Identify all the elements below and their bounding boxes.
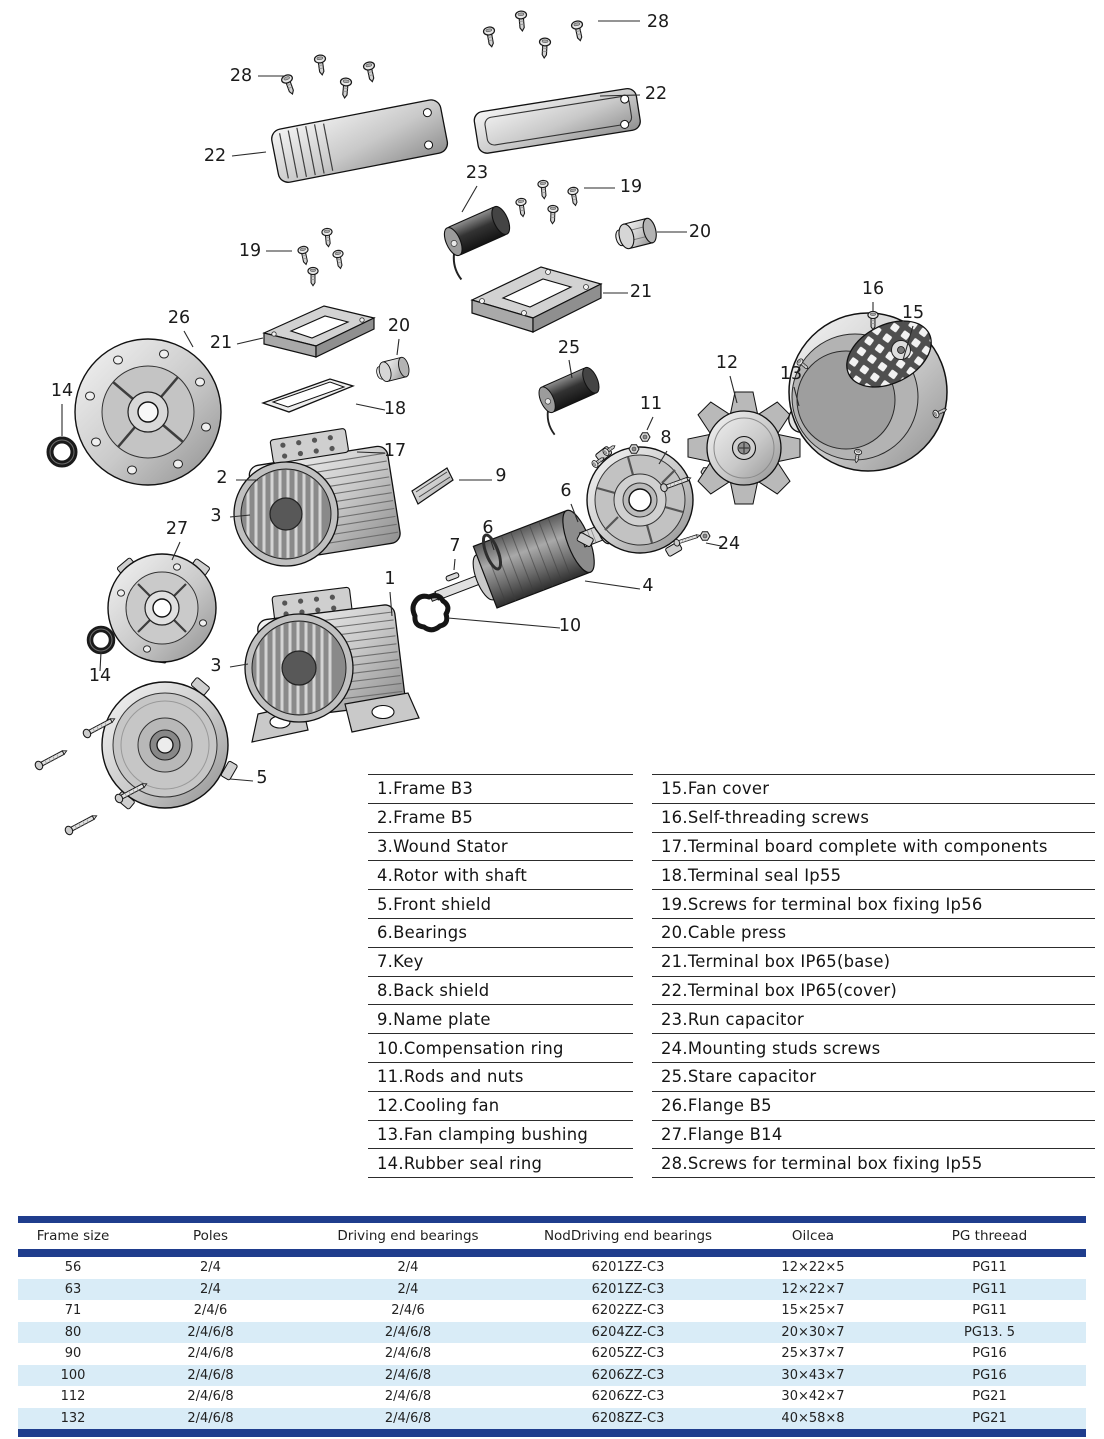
flange-b5-drawing bbox=[75, 339, 221, 485]
table-row bbox=[18, 1257, 1086, 1279]
table-cell: PG21 bbox=[972, 1389, 1007, 1405]
part-item: 9.Name plate bbox=[368, 1005, 633, 1034]
callout-number-22: 22 bbox=[644, 84, 668, 104]
table-row bbox=[18, 1300, 1086, 1322]
table-cell: PG16 bbox=[972, 1367, 1007, 1383]
part-item: 21.Terminal box IP65(base) bbox=[652, 948, 1095, 977]
part-item: 27.Flange B14 bbox=[652, 1121, 1095, 1150]
callout-number-7: 7 bbox=[449, 536, 461, 556]
callout-number-9: 9 bbox=[495, 466, 507, 486]
part-item: 14.Rubber seal ring bbox=[368, 1149, 633, 1178]
callout-number-25: 25 bbox=[557, 338, 581, 358]
table-cell: 2/4 bbox=[200, 1260, 221, 1276]
callout-number-14: 14 bbox=[50, 381, 74, 401]
table-cell: 6206ZZ-C3 bbox=[591, 1389, 665, 1405]
table-cell: 2/4 bbox=[397, 1281, 419, 1297]
callout-number-2: 2 bbox=[216, 468, 228, 488]
table-row bbox=[18, 1279, 1086, 1301]
callout-number-20: 20 bbox=[387, 316, 411, 336]
callout-number-10: 10 bbox=[558, 616, 582, 636]
table-header-divider bbox=[18, 1249, 1086, 1257]
table-cell: 6201ZZ-C3 bbox=[591, 1260, 665, 1276]
fan-cover-drawing bbox=[789, 308, 947, 471]
table-cell: 20×30×7 bbox=[781, 1324, 845, 1340]
callout-leader-line bbox=[462, 186, 477, 212]
part-item: 7.Key bbox=[368, 948, 633, 977]
callout-number-13: 13 bbox=[779, 364, 803, 384]
table-cell: 63 bbox=[64, 1281, 82, 1297]
table-cell: 6201ZZ-C3 bbox=[591, 1281, 665, 1297]
table-cell: 40×58×8 bbox=[781, 1410, 845, 1426]
table-cell: 2/4/6 bbox=[193, 1303, 228, 1319]
table-cell: 2/4/6/8 bbox=[384, 1389, 432, 1405]
callout-number-15: 15 bbox=[901, 303, 925, 323]
callout-number-4: 4 bbox=[642, 576, 654, 596]
terminal-box-cover-left-drawing bbox=[270, 98, 449, 184]
callout-leader-line bbox=[230, 779, 253, 781]
cooling-fan-drawing bbox=[688, 392, 800, 504]
callout-number-28: 28 bbox=[229, 66, 253, 86]
table-cell: PG13. 5 bbox=[964, 1324, 1015, 1340]
table-cell: PG11 bbox=[972, 1260, 1007, 1276]
part-item: 4.Rotor with shaft bbox=[368, 861, 633, 890]
table-cell: 56 bbox=[64, 1260, 82, 1276]
callout-number-3: 3 bbox=[210, 656, 222, 676]
callout-number-20: 20 bbox=[688, 222, 712, 242]
table-cell: 2/4/6/8 bbox=[187, 1410, 234, 1426]
table-cell: 6204ZZ-C3 bbox=[591, 1324, 665, 1340]
cable-press-left-drawing bbox=[375, 356, 411, 383]
frame-b5-drawing bbox=[234, 428, 402, 566]
callout-number-14: 14 bbox=[88, 666, 112, 686]
table-cell: PG11 bbox=[972, 1281, 1007, 1297]
terminal-box-base-right-drawing bbox=[472, 267, 601, 332]
part-item: 18.Terminal seal Ip55 bbox=[652, 861, 1095, 890]
column-header: PG threead bbox=[951, 1228, 1028, 1244]
part-item: 1.Frame B3 bbox=[368, 775, 633, 804]
callout-leader-line bbox=[237, 338, 263, 344]
column-header: Driving end bearings bbox=[337, 1228, 479, 1244]
table-cell: 30×43×7 bbox=[781, 1367, 845, 1383]
callout-number-26: 26 bbox=[167, 308, 191, 328]
callout-leader-line bbox=[454, 559, 455, 570]
part-item: 19.Screws for terminal box fixing Ip56 bbox=[652, 890, 1095, 919]
part-item: 12.Cooling fan bbox=[368, 1092, 633, 1121]
callout-number-1: 1 bbox=[384, 569, 396, 589]
table-cell: 6205ZZ-C3 bbox=[591, 1346, 665, 1362]
table-cell: 80 bbox=[64, 1324, 82, 1340]
callout-number-22: 22 bbox=[203, 146, 227, 166]
table-cell: 100 bbox=[60, 1367, 86, 1383]
callout-number-8: 8 bbox=[660, 428, 672, 448]
part-item: 25.Stare capacitor bbox=[652, 1063, 1095, 1092]
run-capacitor-drawing bbox=[439, 204, 523, 280]
column-header: Oilcea bbox=[791, 1228, 835, 1244]
callout-number-6: 6 bbox=[560, 481, 572, 501]
cable-press-right-drawing bbox=[613, 217, 658, 251]
screws-ip55-right bbox=[483, 11, 586, 59]
table-body bbox=[18, 1257, 1086, 1429]
front-shield-drawing bbox=[102, 677, 238, 810]
table-row bbox=[18, 1408, 1086, 1430]
terminal-box-base-left-drawing bbox=[264, 306, 374, 357]
callout-number-19: 19 bbox=[238, 241, 262, 261]
callout-leader-line bbox=[184, 331, 193, 347]
callout-number-5: 5 bbox=[256, 768, 268, 788]
table-cell: 132 bbox=[60, 1410, 86, 1426]
table-cell: 112 bbox=[60, 1389, 86, 1405]
callout-leader-line bbox=[232, 152, 266, 156]
table-cell: 90 bbox=[64, 1346, 82, 1362]
callout-number-3: 3 bbox=[210, 506, 222, 526]
table-cell: 71 bbox=[64, 1303, 82, 1319]
callout-number-21: 21 bbox=[209, 333, 233, 353]
compensation-ring-drawing bbox=[413, 596, 448, 630]
callout-number-16: 16 bbox=[861, 279, 885, 299]
callout-number-12: 12 bbox=[715, 353, 739, 373]
callout-number-17: 17 bbox=[383, 441, 407, 461]
part-item: 22.Terminal box IP65(cover) bbox=[652, 977, 1095, 1006]
part-item: 5.Front shield bbox=[368, 890, 633, 919]
part-item: 10.Compensation ring bbox=[368, 1034, 633, 1063]
column-header: Frame size bbox=[36, 1228, 110, 1244]
key-drawing bbox=[446, 572, 460, 581]
table-cell: PG16 bbox=[972, 1346, 1007, 1362]
table-header-row bbox=[18, 1223, 1086, 1249]
screws-ip56-left bbox=[297, 228, 345, 286]
table-cell: 2/4/6/8 bbox=[187, 1346, 234, 1362]
part-item: 16.Self-threading screws bbox=[652, 804, 1095, 833]
table-row bbox=[18, 1365, 1086, 1387]
terminal-box-cover-right-drawing bbox=[473, 87, 642, 154]
table-cell: PG11 bbox=[972, 1303, 1007, 1319]
part-item: 26.Flange B5 bbox=[652, 1092, 1095, 1121]
column-header: Poles bbox=[192, 1228, 228, 1244]
flange-b14-drawing bbox=[108, 554, 216, 663]
part-item: 2.Frame B5 bbox=[368, 804, 633, 833]
callout-leader-line bbox=[448, 618, 560, 628]
part-item: 24.Mounting studs screws bbox=[652, 1034, 1095, 1063]
rubber-seal-ring-lower-drawing bbox=[90, 629, 112, 651]
table-cell: 2/4/6/8 bbox=[187, 1367, 234, 1383]
table-cell: 15×25×7 bbox=[781, 1303, 845, 1319]
screws-ip55-left bbox=[281, 54, 378, 98]
table-cell: 6208ZZ-C3 bbox=[591, 1410, 665, 1426]
frame-b3-drawing bbox=[245, 582, 419, 742]
table-top-bar bbox=[18, 1216, 1086, 1223]
parts-list-left bbox=[368, 774, 633, 1178]
callout-leader-line bbox=[397, 339, 399, 355]
part-item: 17.Terminal board complete with components bbox=[652, 833, 1095, 862]
table-cell: 2/4/6/8 bbox=[384, 1346, 432, 1362]
table-cell: 12×22×5 bbox=[781, 1260, 845, 1276]
table-cell: 25×37×7 bbox=[781, 1346, 845, 1362]
table-cell: 2/4 bbox=[397, 1260, 419, 1276]
part-item: 3.Wound Stator bbox=[368, 833, 633, 862]
part-item: 20.Cable press bbox=[652, 919, 1095, 948]
table-cell: 6206ZZ-C3 bbox=[591, 1367, 665, 1383]
table-cell: 2/4/6/8 bbox=[187, 1389, 234, 1405]
table-cell: 2/4/6/8 bbox=[187, 1324, 234, 1340]
table-row bbox=[18, 1343, 1086, 1365]
table-cell: 12×22×7 bbox=[781, 1281, 845, 1297]
callout-leader-line bbox=[647, 417, 653, 430]
start-capacitor-drawing bbox=[534, 365, 611, 435]
column-header: NodDriving end bearings bbox=[543, 1228, 713, 1244]
rubber-seal-ring-upper-drawing bbox=[50, 440, 74, 464]
callout-number-19: 19 bbox=[619, 177, 643, 197]
part-item: 8.Back shield bbox=[368, 977, 633, 1006]
table-row bbox=[18, 1386, 1086, 1408]
table-cell: 2/4 bbox=[200, 1281, 221, 1297]
callout-number-6: 6 bbox=[482, 518, 494, 538]
part-item: 11.Rods and nuts bbox=[368, 1063, 633, 1092]
name-plate-drawing bbox=[412, 468, 453, 504]
table-cell: 2/4/6/8 bbox=[384, 1367, 432, 1383]
callout-leader-line bbox=[356, 404, 385, 410]
callout-number-23: 23 bbox=[465, 163, 489, 183]
part-item: 23.Run capacitor bbox=[652, 1005, 1095, 1034]
table-row bbox=[18, 1322, 1086, 1344]
callout-leader-line bbox=[585, 581, 640, 589]
table-cell: 2/4/6/8 bbox=[384, 1410, 432, 1426]
parts-list-right bbox=[652, 774, 1095, 1178]
table-cell: 2/4/6/8 bbox=[384, 1324, 432, 1340]
part-item: 13.Fan clamping bushing bbox=[368, 1121, 633, 1150]
callout-number-24: 24 bbox=[717, 534, 741, 554]
callout-number-11: 11 bbox=[639, 394, 663, 414]
spec-table bbox=[18, 1216, 1086, 1437]
table-cell: 30×42×7 bbox=[781, 1389, 845, 1405]
table-cell: 2/4/6 bbox=[391, 1303, 425, 1319]
callout-number-28: 28 bbox=[646, 12, 670, 32]
part-item: 28.Screws for terminal box fixing Ip55 bbox=[652, 1149, 1095, 1178]
callout-number-18: 18 bbox=[383, 399, 407, 419]
table-cell: PG21 bbox=[972, 1410, 1007, 1426]
callout-number-27: 27 bbox=[165, 519, 189, 539]
screws-ip56-right bbox=[515, 180, 580, 224]
terminal-seal-drawing bbox=[263, 379, 353, 412]
table-cell: 6202ZZ-C3 bbox=[591, 1303, 665, 1319]
part-item: 15.Fan cover bbox=[652, 775, 1095, 804]
table-bottom-bar bbox=[18, 1429, 1086, 1437]
part-item: 6.Bearings bbox=[368, 919, 633, 948]
callout-number-21: 21 bbox=[629, 282, 653, 302]
